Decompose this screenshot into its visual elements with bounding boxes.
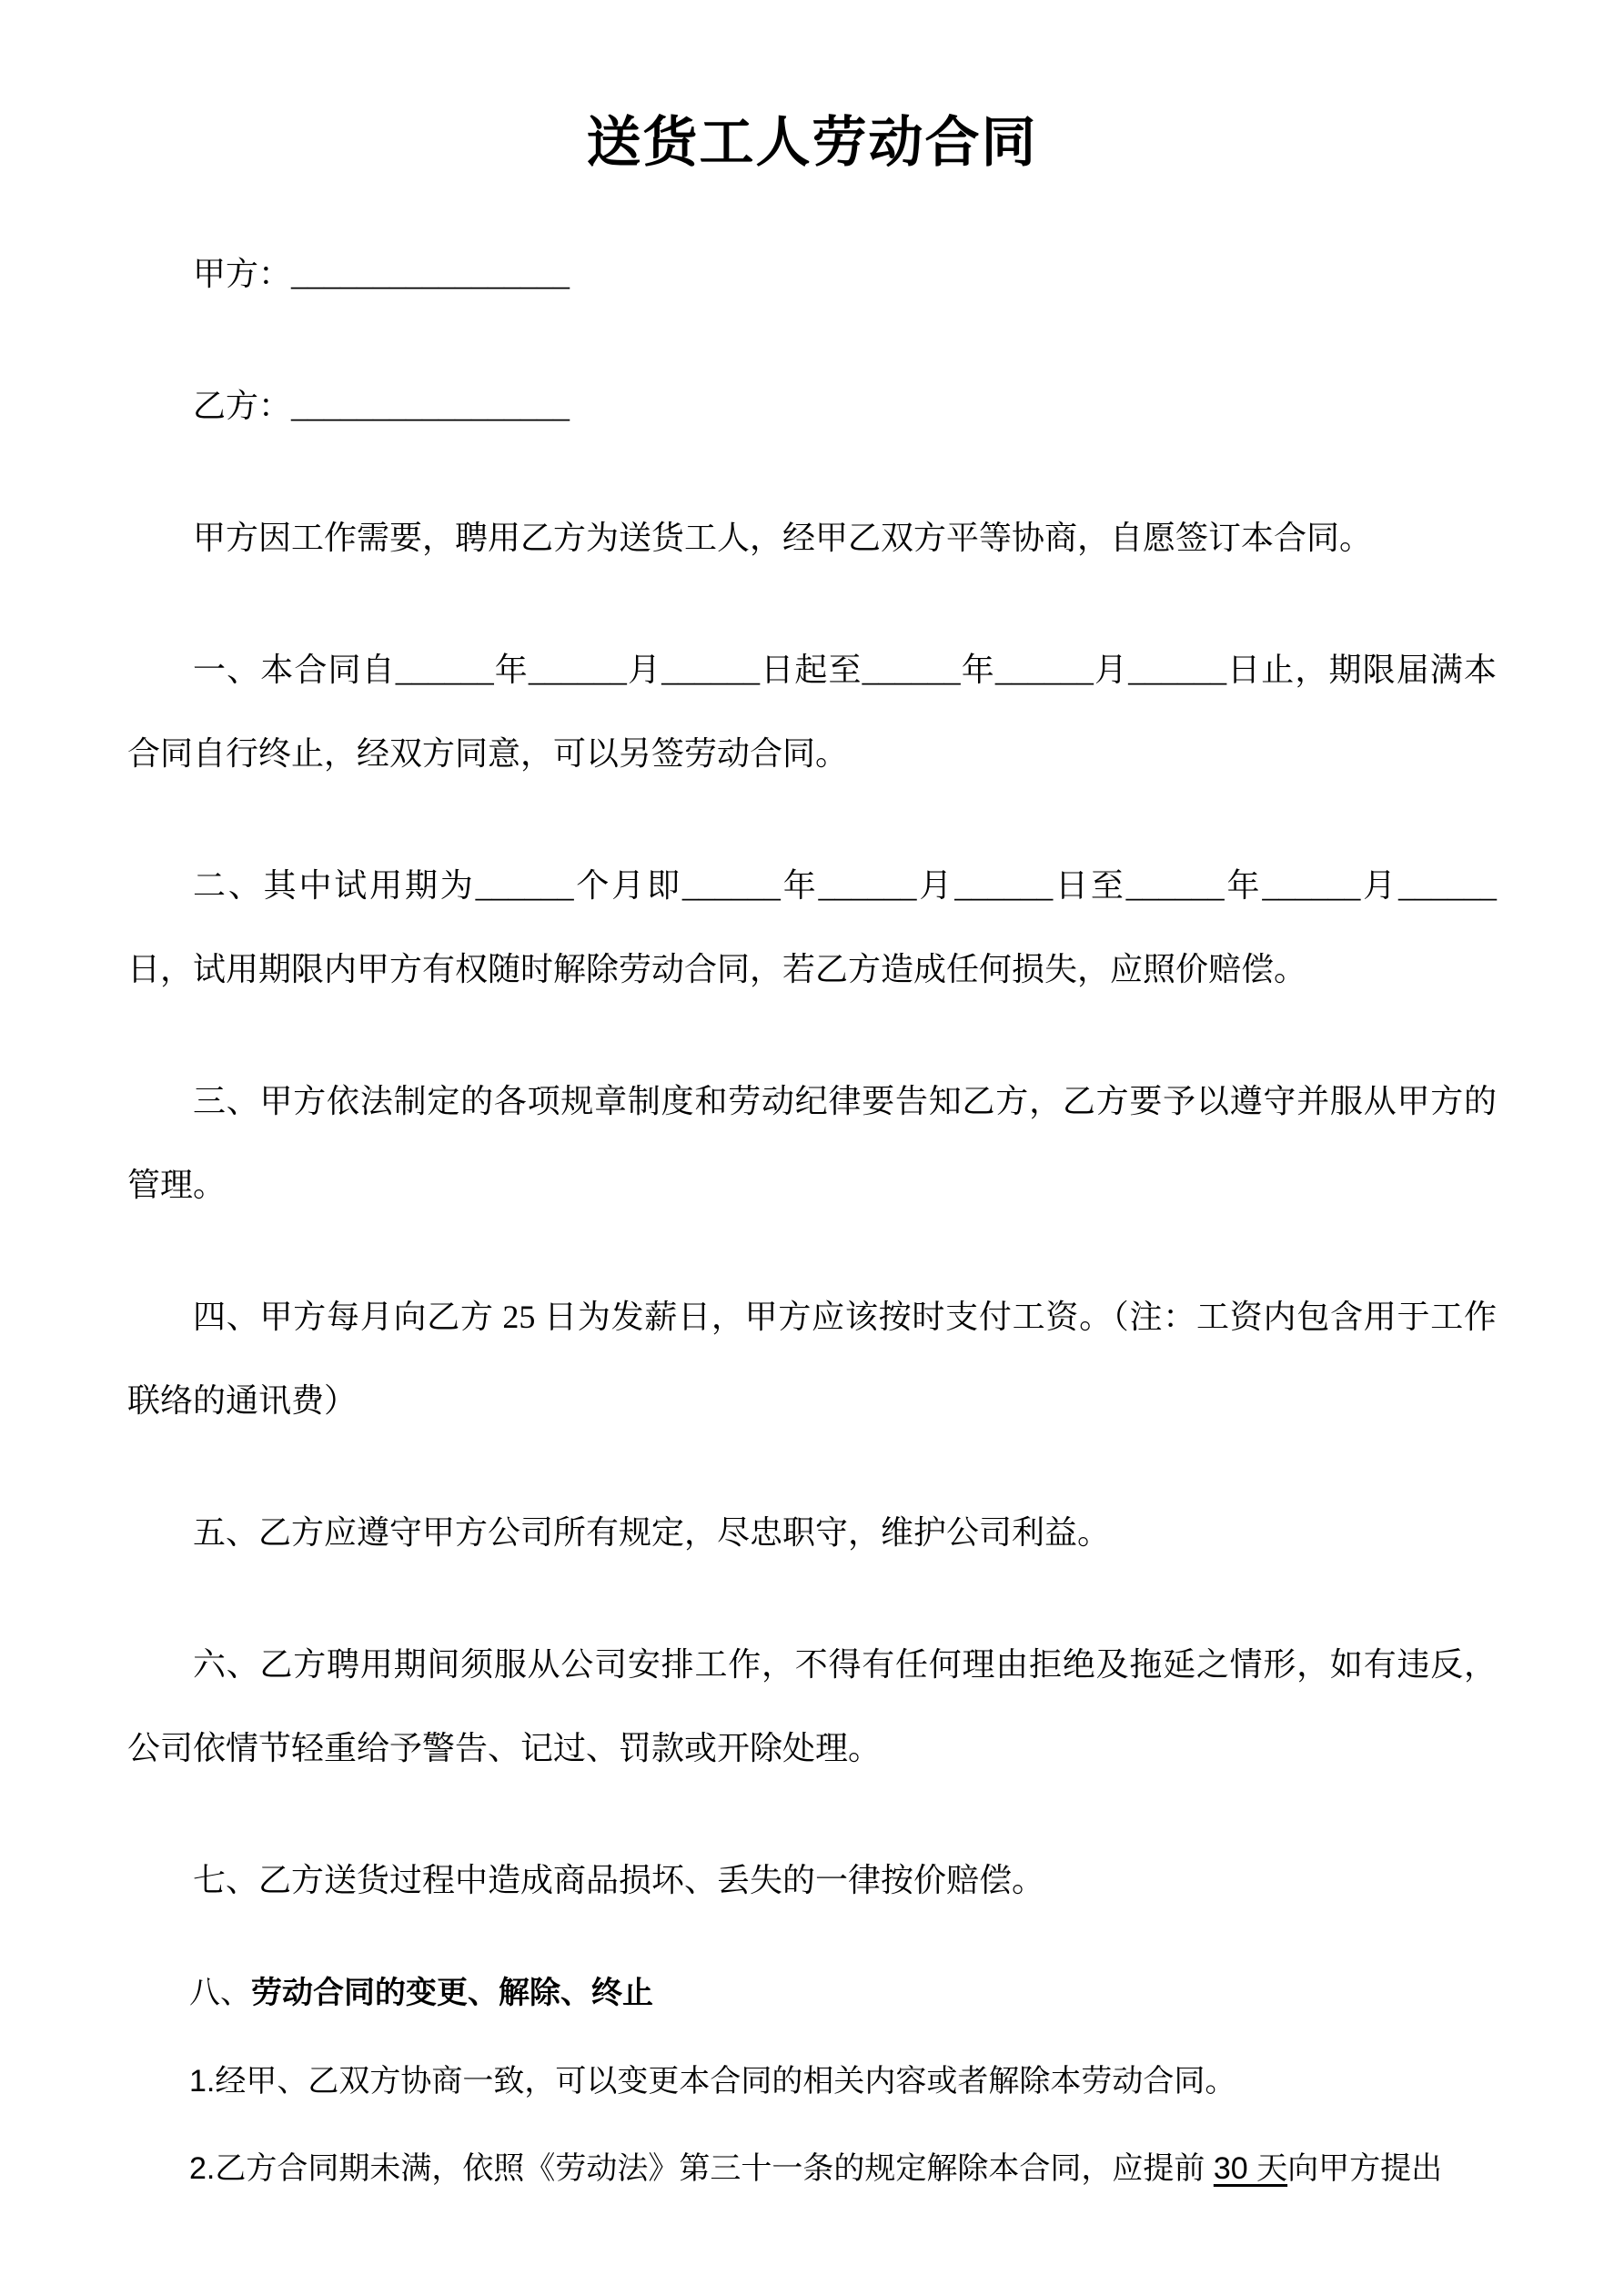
clause-8-item-2: [127, 2125, 1497, 2212]
clause-8-heading: [127, 1949, 1497, 2038]
intro-paragraph: 甲方因工作需要，聘用乙方为送货工人，经甲乙双方平等协商，自愿签订本合同。: [193, 520, 1373, 556]
clause-5-paragraph: 五、乙方应遵守甲方公司所有规定，尽忠职守，维护公司利益。: [193, 1514, 1111, 1551]
clause-8-number: 八、: [189, 1977, 251, 2010]
clause-6-paragraph: 六、乙方聘用期间须服从公司安排工作，不得有任何理由拒绝及拖延之情形，如有违反，公司依情节轻重给予警告、记过、罚款或开除处理。: [127, 1646, 1497, 1766]
clause-1-paragraph: 一、本合同自______年______月______日起至______年______月______日止，期限届满本合同自行终止，经双方同意，可以另签劳动合同。: [127, 652, 1497, 772]
clause-8-item-2-underlined-value: 30 天: [1213, 2151, 1288, 2186]
clause-8-heading-text: 劳动合同的变更、解除、终止: [251, 1976, 653, 2010]
clause-8-item-1: 1.经甲、乙双方协商一致，可以变更本合同的相关内容或者解除本劳动合同。: [189, 2064, 1236, 2099]
clause-3-paragraph: 三、甲方依法制定的各项规章制度和劳动纪律要告知乙方，乙方要予以遵守并服从甲方的管理。: [127, 1083, 1497, 1203]
party-b-line: 乙方：_________________: [193, 388, 570, 424]
document-title: 送货工人劳动合同: [586, 113, 1038, 173]
clause-2-paragraph: 二、其中试用期为______个月即______年______月______日至______年______月______日，试用期限内甲方有权随时解除劳动合同，若乙方造成任何损失，应照价赔偿。: [127, 867, 1497, 987]
clause-8-item-2-text-start: 2.乙方合同期未满，依照《劳动法》第三十一条的规定解除本合同，应提前: [189, 2151, 1214, 2186]
party-a-line: 甲方：_________________: [193, 256, 570, 292]
clause-7-paragraph: 七、乙方送货过程中造成商品损坏、丢失的一律按价赔偿。: [193, 1862, 1045, 1898]
clause-8-item-2-text-end: 向甲方提出: [1287, 2151, 1443, 2186]
clause-4-paragraph: 四、甲方每月向乙方 25 日为发薪日，甲方应该按时支付工资。（注：工资内包含用于工作联络的通讯费）: [127, 1299, 1497, 1419]
